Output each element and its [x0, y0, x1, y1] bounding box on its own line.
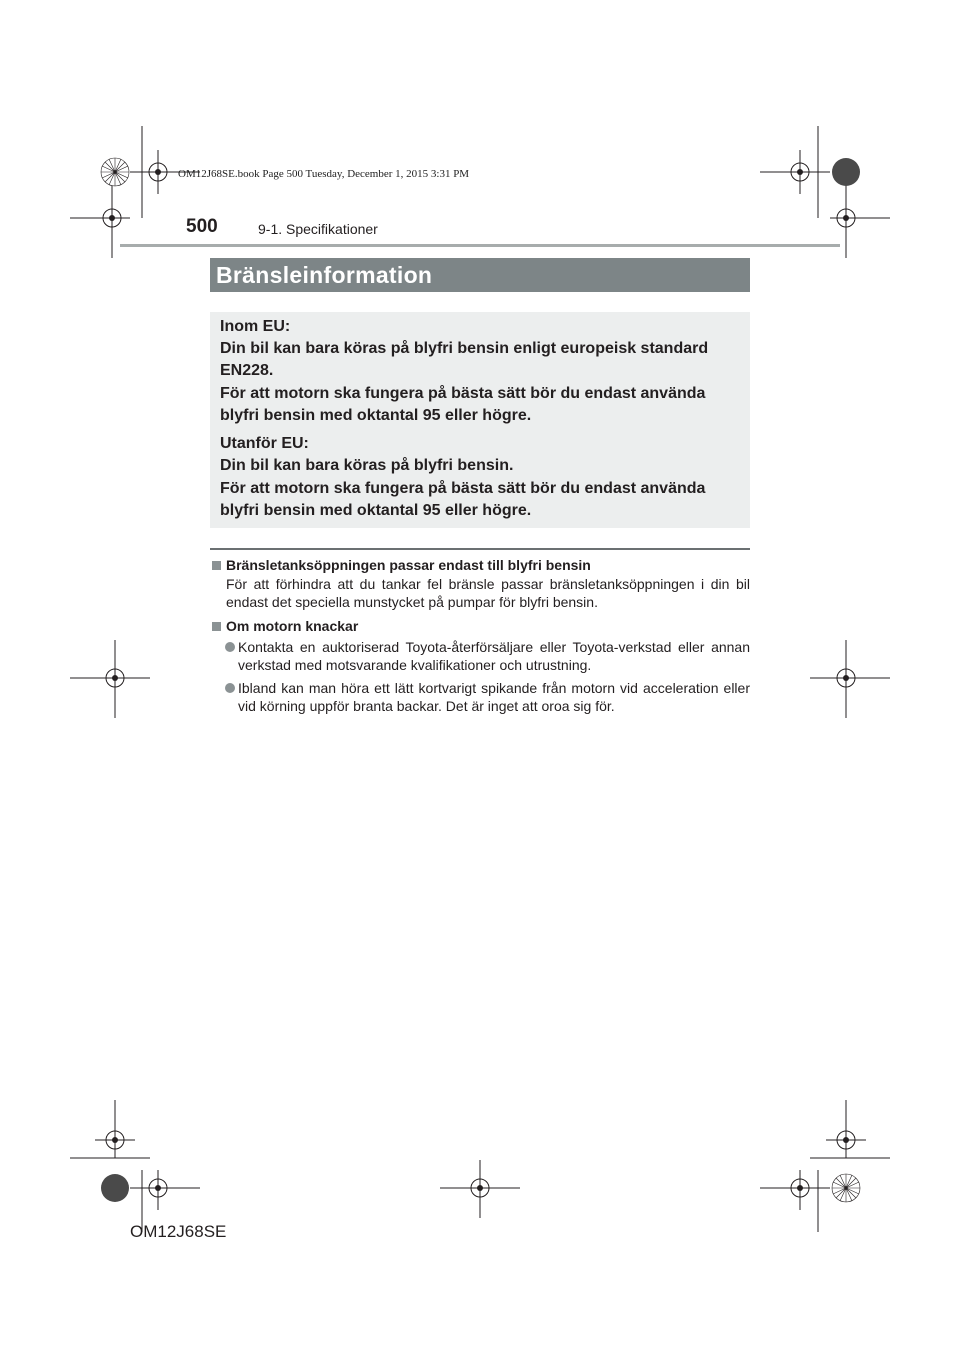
document-code: OM12J68SE [130, 1222, 227, 1241]
section-heading-bar [210, 258, 750, 292]
registration-target-icon [760, 1170, 830, 1232]
page-number: 500 [186, 216, 218, 237]
info-line: EN228. [220, 362, 274, 379]
bullet-text: Ibland kan man höra ett lätt kortvarigt spikande från motorn vid acceleration eller vid körning uppför branta backar. Det är inget att oroa sig för. [238, 680, 750, 714]
round-bullet-icon [225, 683, 235, 693]
starburst-mark-icon [832, 1174, 860, 1202]
registration-target-icon [70, 640, 150, 718]
note-fuel-inlet [212, 557, 750, 611]
section-heading: Bränsleinformation [216, 262, 433, 288]
registration-target-icon [760, 150, 830, 194]
registration-target-icon [810, 1100, 890, 1158]
round-bullet-icon [225, 642, 235, 652]
list-item [212, 638, 750, 674]
section-title: 9-1. Specifikationer [258, 221, 378, 237]
info-line: blyfri bensin med oktantal 95 eller högre. [220, 407, 532, 424]
header-rule [120, 244, 840, 247]
print-file-label: OM12J68SE.book Page 500 Tuesday, December 1, 2015 3:31 PM [178, 168, 470, 180]
registration-target-icon [70, 1100, 150, 1158]
fuel-info-box [210, 312, 750, 528]
square-bullet-icon [212, 561, 221, 570]
note-title: Bränsletanksöppningen passar endast till blyfri bensin [226, 557, 591, 573]
list-item [212, 679, 750, 715]
info-line: För att motorn ska fungera på bästa sätt bör du endast använda [220, 385, 706, 402]
info-line: Utanför EU: [220, 435, 309, 452]
info-line: Din bil kan bara köras på blyfri bensin enligt europeisk standard [220, 340, 709, 357]
note-engine-knock [212, 618, 750, 715]
info-line: Inom EU: [220, 318, 291, 335]
info-line: blyfri bensin med oktantal 95 eller högre. [220, 502, 532, 519]
note-body: För att förhindra att du tankar fel bränsle passar bränsletanksöppningen i din bil endast det speciella munstycket på pumpar för blyfri bensin. [226, 576, 750, 610]
square-bullet-icon [212, 622, 221, 631]
note-title: Om motorn knackar [226, 618, 359, 634]
starburst-mark-icon [101, 158, 129, 186]
info-line: För att motorn ska fungera på bästa sätt bör du endast använda [220, 480, 706, 497]
info-line: Din bil kan bara köras på blyfri bensin. [220, 457, 514, 474]
registration-target-icon [810, 640, 890, 718]
notes-divider [210, 548, 750, 550]
bullet-text: Kontakta en auktoriserad Toyota-återförsäljare eller Toyota-verkstad eller annan verkstad med motsvarande kvalifikationer och utrustning. [238, 639, 750, 673]
